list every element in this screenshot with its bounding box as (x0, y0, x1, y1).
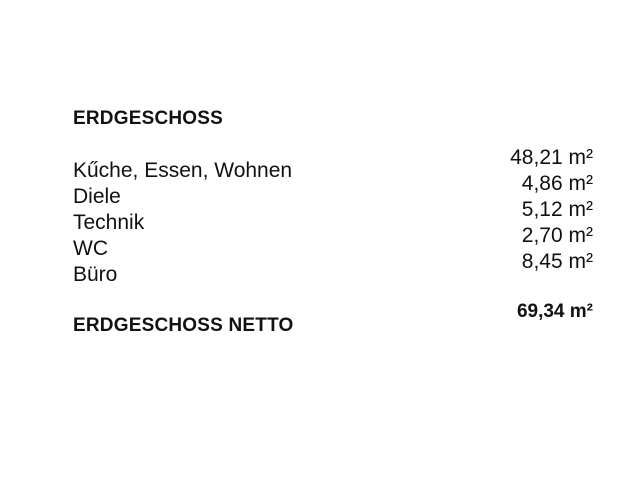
room-name: Diele (73, 185, 121, 208)
floor-title: ERDGESCHOSS (73, 108, 224, 129)
total-area: 69,34 m² (516, 301, 593, 322)
room-area: 8,45 m² (521, 250, 593, 273)
room-area: 5,12 m² (521, 198, 593, 221)
room-name: Technik (73, 211, 145, 234)
room-name: Kűche, Essen, Wohnen (73, 159, 293, 182)
room-name: WC (73, 237, 108, 260)
room-name-list (73, 158, 292, 288)
room-area-list (510, 145, 593, 275)
room-area: 48,21 m² (510, 146, 593, 169)
room-area: 2,70 m² (521, 224, 593, 247)
total-label: ERDGESCHOSS NETTO (73, 315, 294, 336)
room-area: 4,86 m² (521, 172, 593, 195)
room-name: Büro (73, 263, 118, 286)
